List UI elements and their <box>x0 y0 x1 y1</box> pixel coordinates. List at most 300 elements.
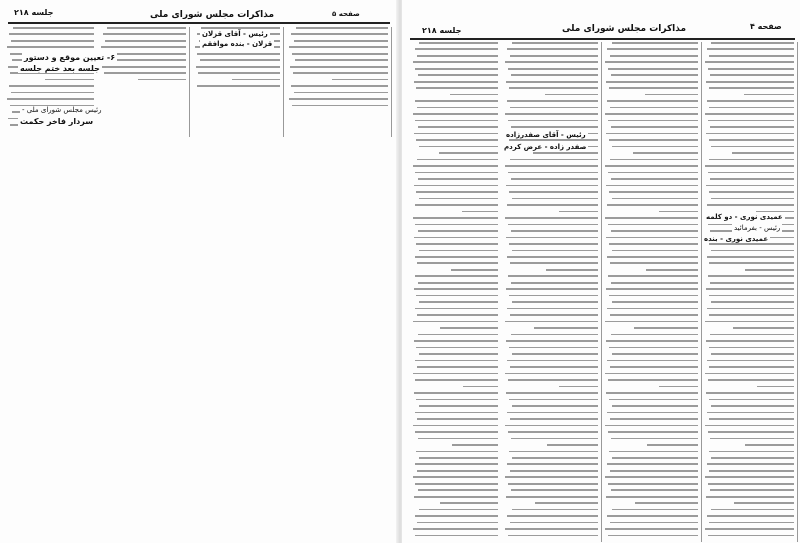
text-line <box>605 476 698 478</box>
text-line <box>606 81 698 83</box>
text-line <box>505 165 598 167</box>
text-line <box>291 85 388 87</box>
text-line <box>101 46 186 48</box>
text-line <box>745 269 795 271</box>
text-line <box>508 431 598 433</box>
text-line <box>510 159 598 161</box>
text-line <box>416 139 498 141</box>
text-line <box>507 256 598 258</box>
text-line <box>417 55 498 57</box>
text-line <box>609 243 698 245</box>
text-line <box>414 81 498 83</box>
text-line <box>711 457 794 459</box>
text-line <box>413 476 498 478</box>
text-line <box>612 457 698 459</box>
text-line <box>559 386 598 388</box>
text-line <box>706 81 794 83</box>
text-line <box>295 59 388 61</box>
text-line <box>606 392 698 394</box>
text-line <box>507 100 598 102</box>
text-line <box>511 489 598 491</box>
text-line <box>607 515 698 517</box>
text-line <box>462 211 498 213</box>
text-line <box>414 185 498 187</box>
text-line <box>508 379 598 381</box>
text-line <box>605 373 698 375</box>
text-line <box>508 275 598 277</box>
text-line <box>506 185 598 187</box>
text-line <box>608 483 698 485</box>
text-line <box>705 165 794 167</box>
text-line <box>511 230 598 232</box>
text-line <box>608 172 698 174</box>
text-line <box>7 98 94 100</box>
text-line <box>419 457 498 459</box>
text-line <box>710 126 794 128</box>
text-line <box>511 74 598 76</box>
text-line <box>606 496 698 498</box>
text-line <box>711 353 794 355</box>
text-line <box>706 496 794 498</box>
text-line <box>510 107 598 109</box>
text-line <box>610 522 698 524</box>
text-line <box>708 68 794 70</box>
text-line <box>11 40 94 42</box>
text-line <box>611 438 698 440</box>
text-line <box>509 451 598 453</box>
text-line <box>417 159 498 161</box>
text-line <box>607 360 698 362</box>
text-line <box>414 340 498 342</box>
text-line <box>547 444 598 446</box>
text-line <box>415 48 498 50</box>
text-line <box>610 107 698 109</box>
text-line <box>289 98 388 100</box>
text-line <box>709 55 794 57</box>
text-line <box>611 334 698 336</box>
text-line <box>291 33 388 35</box>
text-line <box>507 308 598 310</box>
column-divider <box>797 42 798 542</box>
text-line <box>707 100 794 102</box>
text-line <box>605 61 698 63</box>
text-line <box>708 275 794 277</box>
text-line <box>417 470 498 472</box>
text-line <box>708 483 794 485</box>
text-line <box>292 53 388 55</box>
text-line <box>705 476 794 478</box>
text-line <box>463 386 498 388</box>
text-line <box>732 152 794 154</box>
text-line <box>608 535 698 537</box>
text-line <box>612 353 698 355</box>
text-line <box>512 509 598 511</box>
text-line <box>705 61 794 63</box>
speaker-heading: رئیس - آقای قزلان <box>202 30 268 38</box>
text-line <box>9 85 94 87</box>
text-line <box>609 87 698 89</box>
text-line <box>104 72 186 74</box>
section-heading: ۶- تعیین موقع و دستور <box>24 53 116 62</box>
text-line <box>610 55 698 57</box>
text-line <box>706 185 794 187</box>
text-line <box>607 308 698 310</box>
text-line <box>610 314 698 316</box>
text-line <box>413 217 498 219</box>
text-line <box>414 133 498 135</box>
text-line <box>200 59 280 61</box>
text-line <box>706 392 794 394</box>
text-line <box>506 81 598 83</box>
text-line <box>511 334 598 336</box>
text-line <box>414 237 498 239</box>
text-line <box>510 470 598 472</box>
text-line <box>612 301 698 303</box>
text-line <box>709 191 795 193</box>
text-line <box>709 451 795 453</box>
text-line <box>505 321 598 323</box>
text-line <box>608 224 698 226</box>
text-line <box>509 399 598 401</box>
text-line <box>415 483 498 485</box>
text-line <box>451 269 498 271</box>
text-line <box>505 217 598 219</box>
text-line <box>710 334 794 336</box>
text-column <box>412 42 498 547</box>
text-line <box>608 431 698 433</box>
text-line <box>709 159 794 161</box>
text-line <box>607 412 698 414</box>
text-line <box>505 113 598 115</box>
text-line <box>509 139 598 141</box>
text-line <box>510 418 598 420</box>
text-line <box>611 74 698 76</box>
text-line <box>707 48 794 50</box>
text-line <box>610 366 698 368</box>
text-line <box>609 191 698 193</box>
text-line <box>419 301 498 303</box>
text-line <box>744 94 794 96</box>
speaker-heading: رئیس - آقای صفدرزاده <box>506 131 586 139</box>
text-line <box>745 444 794 446</box>
text-line <box>612 198 698 200</box>
text-line <box>608 120 698 122</box>
text-line <box>611 126 698 128</box>
text-line <box>201 27 280 29</box>
text-line <box>646 269 698 271</box>
speaker-heading: عمیدی نوری - دو کلمه <box>706 213 783 221</box>
text-line <box>708 431 794 433</box>
session-label: جلسه ۲۱۸ <box>14 8 54 17</box>
text-line <box>506 237 598 239</box>
text-line <box>294 92 388 94</box>
text-line <box>608 275 698 277</box>
text-line <box>417 522 498 524</box>
text-line <box>710 74 794 76</box>
text-line <box>705 113 794 115</box>
text-line <box>546 269 598 271</box>
text-line <box>332 79 388 81</box>
text-line <box>706 133 794 135</box>
text-line <box>506 392 598 394</box>
text-line <box>510 262 598 264</box>
text-column <box>288 27 388 112</box>
text-line <box>507 412 598 414</box>
text-line <box>611 178 698 180</box>
section-heading: جلسه بعد ختم جلسه <box>20 64 100 73</box>
text-line <box>711 301 794 303</box>
text-line <box>709 262 794 264</box>
text-line <box>415 463 498 465</box>
text-line <box>416 191 498 193</box>
text-line <box>416 347 498 349</box>
text-line <box>418 489 498 491</box>
text-line <box>611 489 698 491</box>
text-line <box>506 288 598 290</box>
header-rule <box>410 38 795 40</box>
page-number: صفحه ۵ <box>332 10 360 18</box>
text-line <box>709 418 794 420</box>
text-line <box>507 48 598 50</box>
text-line <box>419 42 498 44</box>
speaker-heading: رئیس - بفرمائید <box>734 224 781 232</box>
text-line <box>509 191 598 193</box>
text-line <box>417 418 498 420</box>
text-line <box>709 347 795 349</box>
text-line <box>293 72 388 74</box>
text-line <box>705 425 794 427</box>
text-line <box>605 165 698 167</box>
text-line <box>707 412 794 414</box>
text-line <box>415 120 498 122</box>
text-line <box>709 107 794 109</box>
text-line <box>452 444 498 446</box>
text-line <box>635 502 698 504</box>
text-line <box>509 295 598 297</box>
text-line <box>647 444 698 446</box>
text-line <box>609 451 698 453</box>
text-line <box>417 366 498 368</box>
text-line <box>511 178 598 180</box>
text-line <box>105 40 186 42</box>
text-line <box>508 535 598 537</box>
text-line <box>606 288 698 290</box>
text-line <box>609 347 698 349</box>
text-line <box>607 48 698 50</box>
text-line <box>505 476 598 478</box>
text-line <box>709 87 795 89</box>
text-line <box>419 509 498 511</box>
text-line <box>708 379 794 381</box>
text-line <box>416 87 498 89</box>
text-line <box>510 55 598 57</box>
text-line <box>415 68 498 70</box>
text-line <box>196 66 280 68</box>
text-line <box>609 399 698 401</box>
text-line <box>709 522 794 524</box>
text-line <box>11 92 94 94</box>
text-line <box>102 66 186 68</box>
text-line <box>708 172 794 174</box>
text-line <box>450 94 498 96</box>
text-line <box>13 27 94 29</box>
text-line <box>709 366 794 368</box>
text-line <box>440 327 498 329</box>
text-line <box>505 61 598 63</box>
text-line <box>416 295 498 297</box>
text-line <box>413 373 498 375</box>
text-line <box>508 483 598 485</box>
text-line <box>413 61 498 63</box>
text-line <box>607 100 698 102</box>
text-line <box>708 535 794 537</box>
text-line <box>533 152 598 154</box>
text-line <box>507 360 598 362</box>
left-page <box>0 0 398 543</box>
text-line <box>417 107 498 109</box>
text-line <box>419 146 498 148</box>
text-line <box>710 438 794 440</box>
text-line <box>734 502 794 504</box>
text-column <box>504 42 598 547</box>
text-line <box>512 405 598 407</box>
text-line <box>512 457 598 459</box>
text-line <box>505 528 598 530</box>
text-line <box>417 314 498 316</box>
text-line <box>508 120 598 122</box>
speaker-heading: قزلان - بنده موافقم <box>202 40 273 48</box>
text-line <box>706 340 794 342</box>
text-line <box>506 340 598 342</box>
text-line <box>414 288 498 290</box>
text-line <box>415 360 498 362</box>
text-line <box>511 438 598 440</box>
text-line <box>508 172 598 174</box>
text-line <box>705 321 794 323</box>
text-line <box>419 250 498 252</box>
text-line <box>705 528 794 530</box>
text-line <box>511 282 598 284</box>
text-line <box>606 340 698 342</box>
column-divider <box>283 27 284 137</box>
speaker-heading: عمیدی نوری - بنده <box>704 235 769 243</box>
text-line <box>612 146 698 148</box>
text-line <box>289 46 388 48</box>
text-line <box>413 425 498 427</box>
text-line <box>9 33 94 35</box>
text-line <box>711 198 794 200</box>
text-line <box>659 211 698 213</box>
text-line <box>605 217 698 219</box>
text-line <box>707 308 794 310</box>
text-line <box>733 327 794 329</box>
text-line <box>512 198 598 200</box>
text-column <box>704 42 794 547</box>
text-line <box>605 425 698 427</box>
text-line <box>707 463 794 465</box>
text-line <box>545 94 598 96</box>
text-line <box>711 509 794 511</box>
text-line <box>709 314 794 316</box>
text-line <box>197 85 280 87</box>
text-line <box>415 412 498 414</box>
text-line <box>707 360 794 362</box>
text-line <box>711 250 794 252</box>
text-line <box>415 172 498 174</box>
text-line <box>607 463 698 465</box>
text-line <box>290 66 388 68</box>
text-line <box>415 204 498 206</box>
page-title: مذاکرات مجلس شورای ملی <box>562 24 687 34</box>
column-divider <box>391 27 392 137</box>
text-line <box>506 496 598 498</box>
text-line <box>418 230 498 232</box>
text-line <box>440 502 498 504</box>
text-line <box>510 522 598 524</box>
text-line <box>413 321 498 323</box>
column-divider <box>189 27 190 137</box>
text-line <box>413 165 498 167</box>
text-line <box>707 204 794 206</box>
text-line <box>710 282 794 284</box>
text-line <box>512 42 598 44</box>
text-line <box>705 373 794 375</box>
text-line <box>609 295 698 297</box>
text-line <box>605 113 698 115</box>
text-line <box>608 379 698 381</box>
text-line <box>756 211 794 213</box>
session-label: جلسه ۲۱۸ <box>422 26 462 35</box>
text-line <box>418 438 498 440</box>
text-line <box>505 425 598 427</box>
text-line <box>415 256 498 258</box>
text-line <box>415 275 498 277</box>
text-line <box>709 243 795 245</box>
text-line <box>612 250 698 252</box>
text-line <box>511 126 598 128</box>
text-line <box>605 321 698 323</box>
text-line <box>608 68 698 70</box>
text-line <box>709 470 794 472</box>
text-line <box>413 113 498 115</box>
text-line <box>103 33 186 35</box>
text-line <box>606 237 698 239</box>
text-line <box>535 502 598 504</box>
signature-name: سردار فاخر حکمت <box>20 117 94 126</box>
text-line <box>414 496 498 498</box>
right-page <box>402 0 800 543</box>
text-line <box>610 159 698 161</box>
text-line <box>415 535 498 537</box>
text-line <box>292 105 388 107</box>
text-line <box>232 79 280 81</box>
text-line <box>415 431 498 433</box>
text-line <box>414 392 498 394</box>
text-line <box>609 139 698 141</box>
text-line <box>419 353 498 355</box>
text-line <box>645 94 698 96</box>
text-line <box>107 27 186 29</box>
text-line <box>508 224 598 226</box>
signature-title: رئیس مجلس شورای ملی - <box>22 106 102 114</box>
text-line <box>512 353 598 355</box>
text-line <box>418 126 498 128</box>
text-line <box>711 405 794 407</box>
text-line <box>294 40 388 42</box>
text-line <box>507 463 598 465</box>
text-line <box>507 204 598 206</box>
text-line <box>534 327 598 329</box>
